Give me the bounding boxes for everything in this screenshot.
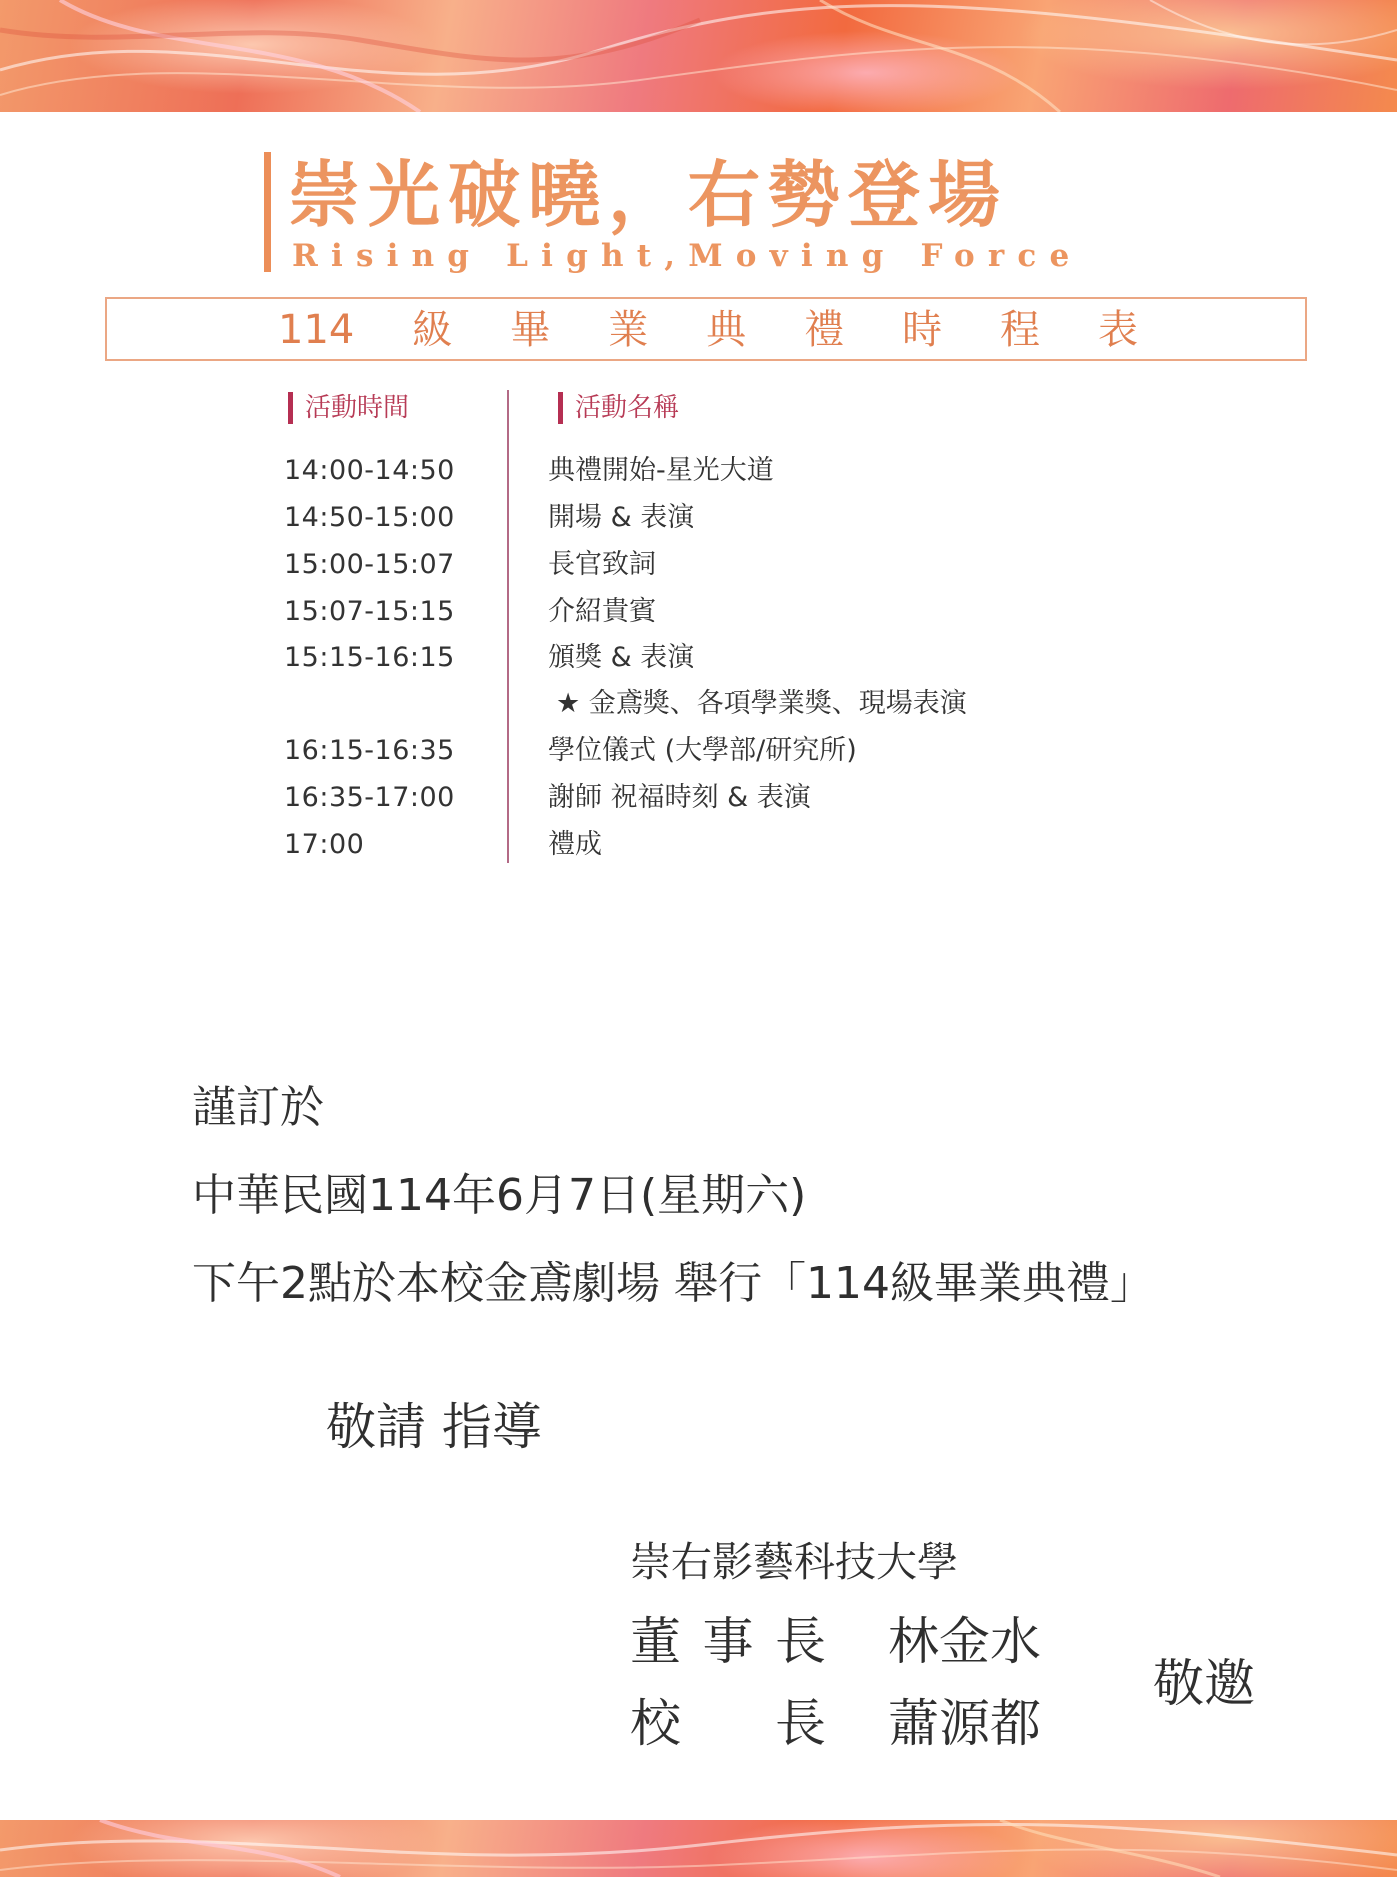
- invitation-date: 中華民國114年6月7日(星期六): [192, 1170, 807, 1221]
- schedule-time: 15:07-15:15: [284, 596, 455, 627]
- signatory-chairman: [630, 1612, 1041, 1674]
- schedule-title: 114級畢業典禮時程表: [278, 307, 1138, 353]
- invitation-line-1: 謹訂於: [192, 1082, 324, 1133]
- schedule-time: 17:00: [284, 829, 365, 860]
- signatory-president: [630, 1694, 1041, 1756]
- column-header-time: 活動時間: [288, 392, 409, 424]
- signatory-name: 蕭源都: [888, 1695, 1042, 1754]
- schedule-activity: 長官致詞: [548, 549, 656, 580]
- signatory-title: 董事長: [630, 1613, 826, 1672]
- column-divider: [507, 390, 509, 863]
- schedule-activity: 典禮開始-星光大道: [548, 455, 774, 486]
- invitation-request: 敬請 指導: [326, 1398, 542, 1456]
- schedule-time: 16:15-16:35: [284, 735, 455, 766]
- column-header-activity: 活動名稱: [558, 392, 679, 424]
- schedule-time: 14:50-15:00: [284, 502, 455, 533]
- bottom-swirl-pattern: [0, 1820, 1397, 1877]
- top-swirl-pattern: [0, 0, 1397, 112]
- page-subtitle-english: Rising Light,Moving Force: [292, 238, 1083, 274]
- bottom-decorative-band: [0, 1820, 1397, 1877]
- schedule-activity: 介紹貴賓: [548, 596, 656, 627]
- signatory-title: 校長: [630, 1695, 826, 1754]
- schedule-activity: 開場 & 表演: [548, 502, 695, 533]
- signatory-name: 林金水: [888, 1613, 1042, 1672]
- title-accent-bar: [264, 152, 271, 272]
- schedule-time: 16:35-17:00: [284, 782, 455, 813]
- schedule-activity: 謝師 祝福時刻 & 表演: [548, 782, 811, 813]
- schedule-time: 15:15-16:15: [284, 642, 455, 673]
- top-decorative-band: [0, 0, 1397, 112]
- schedule-time: 14:00-14:50: [284, 455, 455, 486]
- schedule-activity-note: ★ 金鳶獎、各項學業獎、現場表演: [556, 688, 967, 719]
- schedule-activity: 禮成: [548, 829, 602, 860]
- schedule-time: 15:00-15:07: [284, 549, 455, 580]
- invitation-venue: 下午2點於本校金鳶劇場 舉行「114級畢業典禮」: [192, 1258, 1154, 1309]
- schedule-activity: 學位儀式 (大學部/研究所): [548, 735, 857, 766]
- closing-phrase: 敬邀: [1153, 1655, 1256, 1714]
- page-title: 崇光破曉，右勢登場: [288, 152, 1009, 237]
- schedule-activity: 頒獎 & 表演: [548, 642, 695, 673]
- school-name: 崇右影藝科技大學: [630, 1538, 958, 1586]
